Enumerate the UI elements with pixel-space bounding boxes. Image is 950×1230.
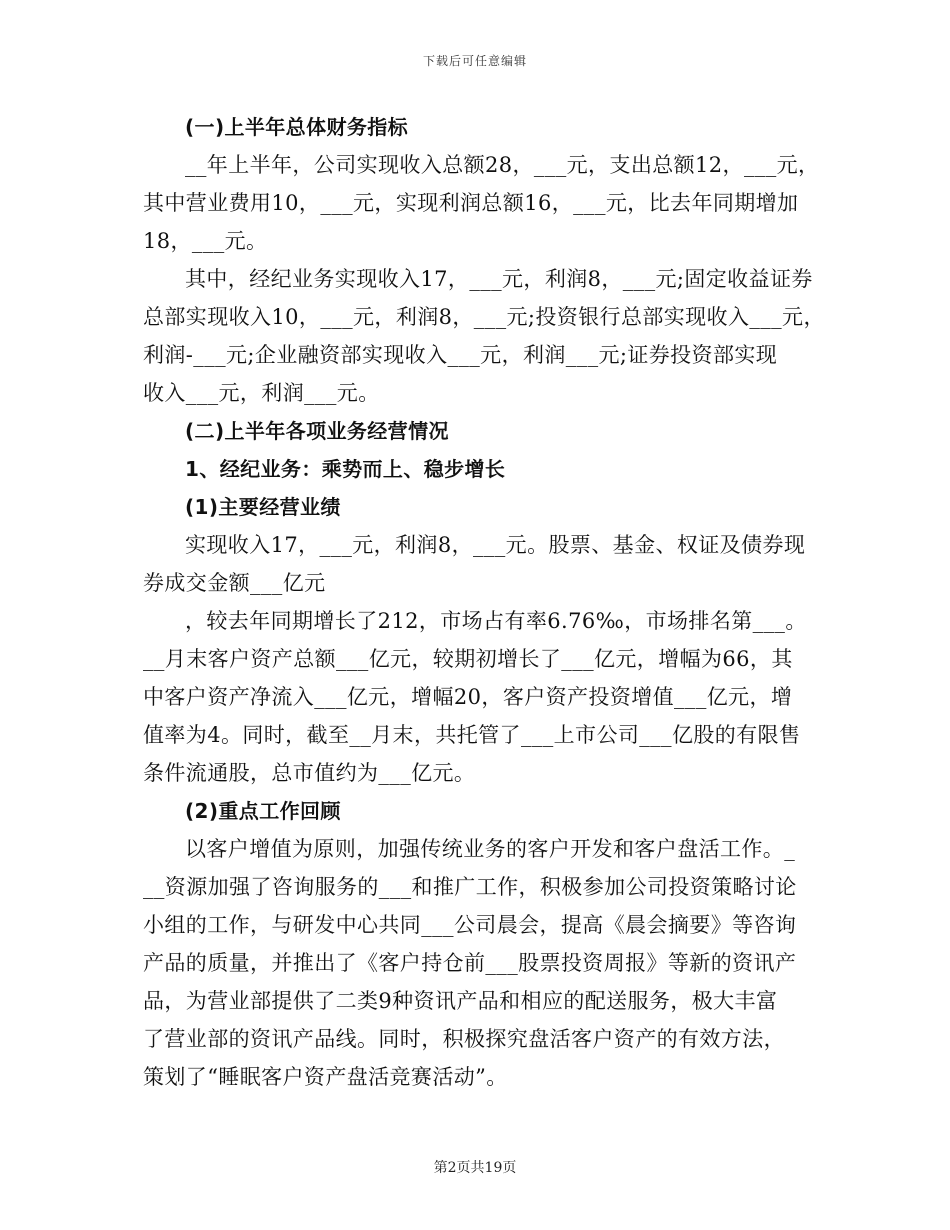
document-body (143, 108, 825, 1096)
text-line: 实现收入17，___元，利润8，___元。股票、基金、权证及债券现 (185, 533, 806, 557)
text-line: 18，___元。 (143, 229, 268, 253)
text-line: __年上半年，公司实现收入总额28，___元，支出总额12，___元， (185, 153, 820, 177)
text-line: __月末客户资产总额___亿元，较期初增长了___亿元，增幅为66，其 (143, 647, 793, 671)
text-line: 利润-___元;企业融资部实现收入___元，利润___元;证券投资部实现 (143, 343, 778, 367)
section-heading: (一)上半年总体财务指标 (185, 115, 409, 139)
text-line: 其中营业费用10，___元，实现利润总额16，___元，比去年同期增加 (143, 191, 799, 215)
text-line: 以客户增值为原则，加强传统业务的客户开发和客户盘活工作。_ (185, 837, 796, 861)
section-heading: (1)主要经营业绩 (185, 495, 341, 519)
text-line: 小组的工作，与研发中心共同___公司晨会，提高《晨会摘要》等咨询 (143, 913, 797, 937)
section-heading: 1、经纪业务：乘势而上、稳步增长 (185, 457, 506, 481)
text-line: 收入___元，利润___元。 (143, 381, 380, 405)
text-line: 券成交金额___亿元 (143, 571, 326, 595)
section-heading: (二)上半年各项业务经营情况 (185, 419, 449, 443)
page-header: 下载后可任意编辑 (422, 54, 527, 68)
section-heading: (2)重点工作回顾 (185, 799, 341, 823)
text-line: 值率为4。同时，截至__月末，共托管了___上市公司___亿股的有限售 (143, 723, 801, 747)
text-line: ，较去年同期增长了212，市场占有率6.76‰，市场排名第___。 (185, 609, 807, 633)
text-line: 其中，经纪业务实现收入17，___元，利润8，___元;固定收益证券 (185, 267, 813, 291)
text-line: 总部实现收入10，___元，利润8，___元;投资银行总部实现收入___元， (143, 305, 825, 329)
text-line: 中客户资产净流入___亿元，增幅20，客户资产投资增值___亿元，增 (143, 685, 793, 709)
text-line: 策划了“睡眠客户资产盘活竞赛活动”。 (143, 1065, 508, 1089)
text-line: 产品的质量，并推出了《客户持仓前___股票投资周报》等新的资讯产 (143, 951, 797, 975)
text-line: 了营业部的资讯产品线。同时，积极探究盘活客户资产的有效方法， (143, 1027, 785, 1051)
text-line: 品，为营业部提供了二类9种资讯产品和相应的配送服务，极大丰富 (143, 989, 778, 1013)
text-line: 条件流通股，总市值约为___亿元。 (143, 761, 476, 785)
text-line: __资源加强了咨询服务的___和推广工作，积极参加公司投资策略讨论 (143, 875, 797, 899)
page-footer: 第2页共19页 (433, 1160, 517, 1176)
